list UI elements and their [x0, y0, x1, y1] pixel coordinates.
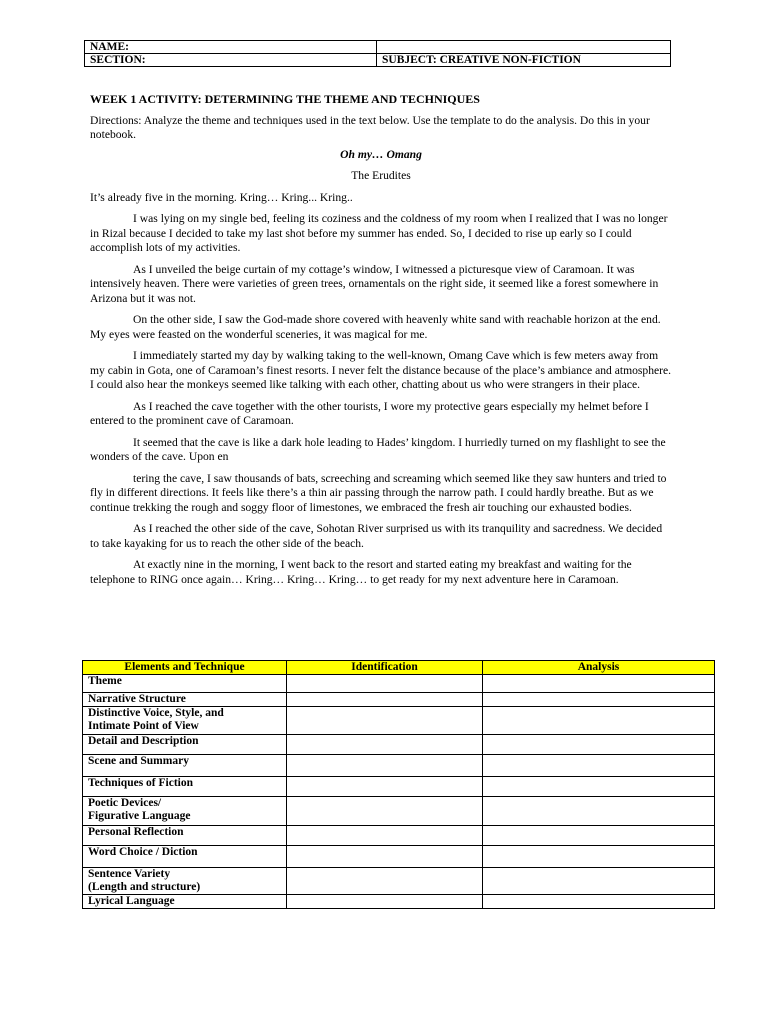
- identification-cell[interactable]: [287, 826, 483, 846]
- identification-cell[interactable]: [287, 707, 483, 735]
- table-row: [83, 826, 715, 846]
- analysis-cell[interactable]: [483, 735, 715, 755]
- analysis-cell[interactable]: [483, 797, 715, 826]
- element-label: Distinctive Voice, Style, and Intimate Point of View: [83, 707, 287, 735]
- table-row: [83, 675, 715, 693]
- section-field[interactable]: SECTION:: [85, 54, 377, 67]
- activity-title: WEEK 1 ACTIVITY: DETERMINING THE THEME AND TECHNIQUES: [90, 92, 480, 106]
- identification-cell[interactable]: [287, 895, 483, 909]
- directions-text: Directions: Analyze the theme and techniques used in the text below. Use the template to do the analysis. Do this in your notebook.: [90, 113, 650, 141]
- name-field-extra[interactable]: [377, 41, 671, 54]
- table-row: [83, 707, 715, 735]
- element-label: Techniques of Fiction: [83, 777, 287, 797]
- analysis-table-body: [83, 675, 715, 909]
- story-title: Oh my… Omang: [340, 147, 422, 161]
- analysis-cell[interactable]: [483, 675, 715, 693]
- table-row: [83, 735, 715, 755]
- identification-cell[interactable]: [287, 675, 483, 693]
- story-author: The Erudites: [351, 169, 411, 182]
- element-label: Detail and Description: [83, 735, 287, 755]
- analysis-cell[interactable]: [483, 693, 715, 707]
- table-row: [83, 777, 715, 797]
- analysis-cell[interactable]: [483, 895, 715, 909]
- story-paragraph: I immediately started my day by walking taking to the well-known, Omang Cave which is few meters away from my cabin in Gota, one of Caramoan’s finest resorts. I never felt the distance because of the place’s ambiance and atmosphere. I could also hear the monkeys seemed like talking with each other, chatting about us who were strangers in their place.: [90, 349, 672, 391]
- identification-cell[interactable]: [287, 777, 483, 797]
- identification-cell[interactable]: [287, 797, 483, 826]
- analysis-cell[interactable]: [483, 777, 715, 797]
- story-paragraph: As I unveiled the beige curtain of my cottage’s window, I witnessed a picturesque view of Caramoan. It was intensively heaven. There were varieties of green trees, ornamentals on the right side, it seemed like a forest somewhere in Arizona but it was not.: [90, 262, 659, 305]
- activity-content: [90, 92, 672, 594]
- table-row: [83, 797, 715, 826]
- identification-cell[interactable]: [287, 735, 483, 755]
- student-info-table: [84, 40, 671, 67]
- table-row: [83, 846, 715, 868]
- element-label: Sentence Variety (Length and structure): [83, 868, 287, 895]
- identification-cell[interactable]: [287, 693, 483, 707]
- element-label: Scene and Summary: [83, 755, 287, 777]
- analysis-cell[interactable]: [483, 755, 715, 777]
- column-header-identification: Identification: [287, 661, 483, 675]
- element-label: Narrative Structure: [83, 693, 287, 707]
- story-opening: It’s already five in the morning. Kring… Kring... Kring..: [90, 190, 353, 204]
- identification-cell[interactable]: [287, 868, 483, 895]
- story-paragraph: As I reached the other side of the cave, Sohotan River surprised us with its tranquility and sacredness. We decided to take kayaking for us to reach the other side of the beach.: [90, 522, 663, 550]
- element-label: Theme: [83, 675, 287, 693]
- name-field[interactable]: NAME:: [85, 41, 377, 54]
- story-paragraph: It seemed that the cave is like a dark hole leading to Hades’ kingdom. I hurriedly turned on my flashlight to see the wonders of the cave. Upon en: [90, 435, 666, 463]
- element-label: Personal Reflection: [83, 826, 287, 846]
- table-row: [83, 755, 715, 777]
- table-row: [83, 693, 715, 707]
- element-label: Poetic Devices/ Figurative Language: [83, 797, 287, 826]
- story-paragraph-continued: tering the cave, I saw thousands of bats, screeching and screaming which seemed like they saw hunters and tried to fly in different directions. It feels like there’s a thin air passing through the narrow path. I could hardly breathe. But as we continue trekking the rough and soggy floor of limestones, we embraced the fresh air touching our exhausted bodies.: [90, 471, 667, 514]
- analysis-cell[interactable]: [483, 846, 715, 868]
- analysis-cell[interactable]: [483, 868, 715, 895]
- analysis-cell[interactable]: [483, 826, 715, 846]
- table-row: [83, 868, 715, 895]
- table-row: [83, 895, 715, 909]
- element-label: Word Choice / Diction: [83, 846, 287, 868]
- element-label: Lyrical Language: [83, 895, 287, 909]
- story-paragraph: At exactly nine in the morning, I went back to the resort and started eating my breakfast and waiting for the telephone to RING once again… Kring… Kring… Kring… to get ready for my next adventure here in Caramoan.: [90, 558, 632, 586]
- identification-cell[interactable]: [287, 755, 483, 777]
- analysis-cell[interactable]: [483, 707, 715, 735]
- story-paragraph: I was lying on my single bed, feeling its coziness and the coldness of my room when I realized that I was no longer in Rizal because I decided to take my last shot before my summer has ended. So, I decided to rise up early so I could accomplish lots of my activities.: [90, 212, 668, 254]
- subject-label: SUBJECT: CREATIVE NON-FICTION: [377, 54, 671, 67]
- column-header-analysis: Analysis: [483, 661, 715, 675]
- analysis-template-table: [82, 660, 715, 909]
- column-header-elements: Elements and Technique: [83, 661, 287, 675]
- story-paragraph: As I reached the cave together with the other tourists, I wore my protective gears especially my helmet before I entered to the prominent cave of Caramoan.: [90, 399, 649, 427]
- story-paragraph: On the other side, I saw the God-made shore covered with heavenly white sand with reachable horizon at the end. My eyes were feasted on the wonderful sceneries, it was magical for me.: [90, 313, 661, 341]
- identification-cell[interactable]: [287, 846, 483, 868]
